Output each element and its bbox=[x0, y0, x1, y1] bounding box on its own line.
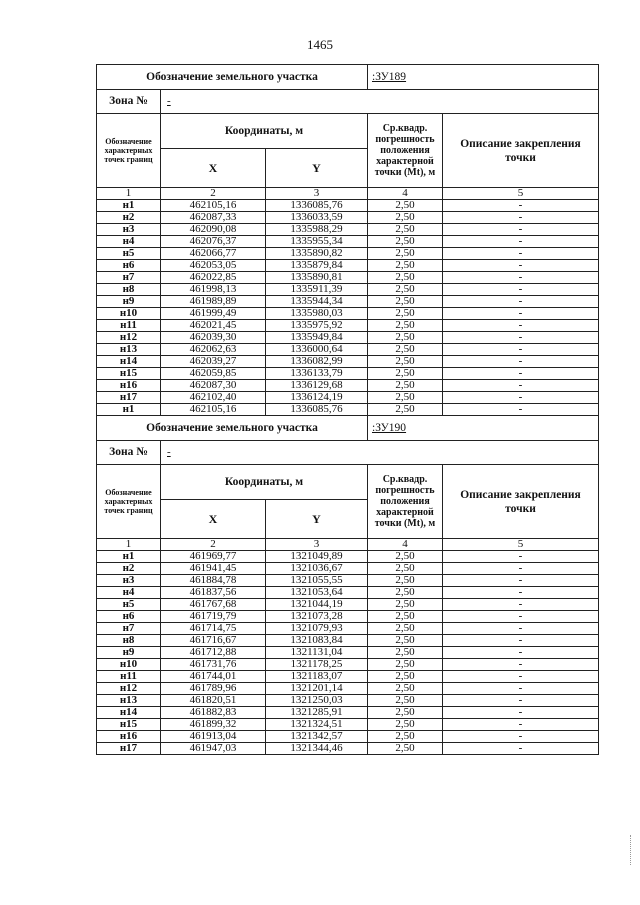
table-row bbox=[97, 380, 599, 392]
description-header: Описание закрепления точки bbox=[443, 465, 599, 539]
error-value: 2,50 bbox=[368, 356, 443, 368]
x-value: 461716,67 bbox=[161, 635, 266, 647]
table-row bbox=[97, 743, 599, 755]
point-name: н2 bbox=[97, 212, 161, 224]
error-value: 2,50 bbox=[368, 236, 443, 248]
x-value: 461731,76 bbox=[161, 659, 266, 671]
parcel-label: Обозначение земельного участка bbox=[97, 416, 368, 441]
parcel-value: :ЗУ190 bbox=[368, 416, 599, 441]
point-name: н5 bbox=[97, 599, 161, 611]
error-value: 2,50 bbox=[368, 599, 443, 611]
point-name: н14 bbox=[97, 707, 161, 719]
table-row bbox=[97, 659, 599, 671]
x-value: 462066,77 bbox=[161, 248, 266, 260]
y-value: 1336082,99 bbox=[266, 356, 368, 368]
header-row-1 bbox=[97, 465, 599, 500]
table-row bbox=[97, 587, 599, 599]
y-value: 1335890,81 bbox=[266, 272, 368, 284]
column-number: 2 bbox=[161, 539, 266, 551]
description-value: - bbox=[443, 200, 599, 212]
zone-value: - bbox=[161, 441, 599, 465]
description-value: - bbox=[443, 308, 599, 320]
column-numbers-row bbox=[97, 539, 599, 551]
point-name: н6 bbox=[97, 611, 161, 623]
y-value: 1321344,46 bbox=[266, 743, 368, 755]
error-header: Ср.квадр. погрешность положения характерной точки (Mt), м bbox=[368, 465, 443, 539]
table-row bbox=[97, 212, 599, 224]
parcel-row bbox=[97, 65, 599, 90]
x-header: X bbox=[161, 500, 266, 539]
y-value: 1321178,25 bbox=[266, 659, 368, 671]
description-value: - bbox=[443, 320, 599, 332]
y-value: 1321183,07 bbox=[266, 671, 368, 683]
table-row bbox=[97, 635, 599, 647]
point-name: н12 bbox=[97, 332, 161, 344]
point-name: н11 bbox=[97, 320, 161, 332]
column-number: 4 bbox=[368, 188, 443, 200]
table-row bbox=[97, 611, 599, 623]
y-value: 1336129,68 bbox=[266, 380, 368, 392]
x-header: X bbox=[161, 149, 266, 188]
y-value: 1321049,89 bbox=[266, 551, 368, 563]
point-name: н4 bbox=[97, 236, 161, 248]
error-value: 2,50 bbox=[368, 248, 443, 260]
table-row bbox=[97, 404, 599, 416]
error-value: 2,50 bbox=[368, 563, 443, 575]
table-row bbox=[97, 344, 599, 356]
description-value: - bbox=[443, 236, 599, 248]
description-value: - bbox=[443, 296, 599, 308]
y-value: 1321079,93 bbox=[266, 623, 368, 635]
error-value: 2,50 bbox=[368, 224, 443, 236]
description-value: - bbox=[443, 404, 599, 416]
x-value: 461882,83 bbox=[161, 707, 266, 719]
point-name: н8 bbox=[97, 635, 161, 647]
point-name: н13 bbox=[97, 344, 161, 356]
point-name: н7 bbox=[97, 623, 161, 635]
table-row bbox=[97, 320, 599, 332]
y-value: 1321036,67 bbox=[266, 563, 368, 575]
description-value: - bbox=[443, 659, 599, 671]
point-name: н16 bbox=[97, 380, 161, 392]
description-value: - bbox=[443, 587, 599, 599]
table-row bbox=[97, 707, 599, 719]
error-value: 2,50 bbox=[368, 551, 443, 563]
y-value: 1335949,84 bbox=[266, 332, 368, 344]
x-value: 462059,85 bbox=[161, 368, 266, 380]
y-value: 1336085,76 bbox=[266, 200, 368, 212]
y-value: 1335879,84 bbox=[266, 260, 368, 272]
description-value: - bbox=[443, 563, 599, 575]
point-name: н2 bbox=[97, 563, 161, 575]
point-name: н17 bbox=[97, 743, 161, 755]
x-value: 461941,45 bbox=[161, 563, 266, 575]
point-name: н3 bbox=[97, 224, 161, 236]
error-value: 2,50 bbox=[368, 611, 443, 623]
points-header: Обозначение характерных точек границ bbox=[97, 465, 161, 539]
table-row bbox=[97, 551, 599, 563]
column-number: 1 bbox=[97, 539, 161, 551]
y-value: 1335911,39 bbox=[266, 284, 368, 296]
description-value: - bbox=[443, 623, 599, 635]
point-name: н9 bbox=[97, 296, 161, 308]
table-row bbox=[97, 356, 599, 368]
error-value: 2,50 bbox=[368, 200, 443, 212]
description-value: - bbox=[443, 575, 599, 587]
column-number: 3 bbox=[266, 188, 368, 200]
table-row bbox=[97, 236, 599, 248]
error-value: 2,50 bbox=[368, 707, 443, 719]
margin-mark bbox=[630, 835, 633, 865]
coordinates-header: Координаты, м bbox=[161, 465, 368, 500]
coordinates-header: Координаты, м bbox=[161, 114, 368, 149]
error-value: 2,50 bbox=[368, 731, 443, 743]
x-value: 461999,49 bbox=[161, 308, 266, 320]
y-value: 1321131,04 bbox=[266, 647, 368, 659]
point-name: н1 bbox=[97, 200, 161, 212]
y-value: 1321073,28 bbox=[266, 611, 368, 623]
point-name: н1 bbox=[97, 551, 161, 563]
x-value: 462053,05 bbox=[161, 260, 266, 272]
description-value: - bbox=[443, 284, 599, 296]
point-name: н11 bbox=[97, 671, 161, 683]
table-row bbox=[97, 296, 599, 308]
x-value: 462039,30 bbox=[161, 332, 266, 344]
description-value: - bbox=[443, 272, 599, 284]
zone-label: Зона № bbox=[97, 441, 161, 465]
point-name: н16 bbox=[97, 731, 161, 743]
table-row bbox=[97, 671, 599, 683]
description-value: - bbox=[443, 695, 599, 707]
table-row bbox=[97, 224, 599, 236]
error-value: 2,50 bbox=[368, 284, 443, 296]
x-value: 462062,63 bbox=[161, 344, 266, 356]
zone-row bbox=[97, 90, 599, 114]
y-value: 1321055,55 bbox=[266, 575, 368, 587]
error-header: Ср.квадр. погрешность положения характерной точки (Mt), м bbox=[368, 114, 443, 188]
y-value: 1335988,29 bbox=[266, 224, 368, 236]
description-value: - bbox=[443, 356, 599, 368]
y-value: 1335944,34 bbox=[266, 296, 368, 308]
description-value: - bbox=[443, 635, 599, 647]
error-value: 2,50 bbox=[368, 368, 443, 380]
description-value: - bbox=[443, 719, 599, 731]
parcel-row bbox=[97, 416, 599, 441]
page-number: 1465 bbox=[307, 37, 333, 52]
y-value: 1321342,57 bbox=[266, 731, 368, 743]
error-value: 2,50 bbox=[368, 380, 443, 392]
header-row-1 bbox=[97, 114, 599, 149]
point-name: н12 bbox=[97, 683, 161, 695]
description-value: - bbox=[443, 332, 599, 344]
y-value: 1321324,51 bbox=[266, 719, 368, 731]
description-value: - bbox=[443, 707, 599, 719]
description-value: - bbox=[443, 611, 599, 623]
error-value: 2,50 bbox=[368, 332, 443, 344]
table-row bbox=[97, 731, 599, 743]
zone-value: - bbox=[161, 90, 599, 114]
description-value: - bbox=[443, 392, 599, 404]
error-value: 2,50 bbox=[368, 647, 443, 659]
coordinates-document bbox=[96, 64, 598, 755]
error-value: 2,50 bbox=[368, 671, 443, 683]
point-name: н10 bbox=[97, 659, 161, 671]
x-value: 461714,75 bbox=[161, 623, 266, 635]
error-value: 2,50 bbox=[368, 575, 443, 587]
point-name: н4 bbox=[97, 587, 161, 599]
point-name: н13 bbox=[97, 695, 161, 707]
error-value: 2,50 bbox=[368, 683, 443, 695]
table-row bbox=[97, 695, 599, 707]
column-number: 5 bbox=[443, 539, 599, 551]
x-value: 461969,77 bbox=[161, 551, 266, 563]
y-header: Y bbox=[266, 149, 368, 188]
error-value: 2,50 bbox=[368, 272, 443, 284]
error-value: 2,50 bbox=[368, 719, 443, 731]
description-value: - bbox=[443, 551, 599, 563]
y-value: 1321083,84 bbox=[266, 635, 368, 647]
x-value: 462076,37 bbox=[161, 236, 266, 248]
description-value: - bbox=[443, 344, 599, 356]
column-number: 2 bbox=[161, 188, 266, 200]
x-value: 461789,96 bbox=[161, 683, 266, 695]
table-row bbox=[97, 599, 599, 611]
y-value: 1335980,03 bbox=[266, 308, 368, 320]
x-value: 461913,04 bbox=[161, 731, 266, 743]
y-value: 1335890,82 bbox=[266, 248, 368, 260]
parcel-label: Обозначение земельного участка bbox=[97, 65, 368, 90]
column-number: 4 bbox=[368, 539, 443, 551]
y-value: 1335975,92 bbox=[266, 320, 368, 332]
table-row bbox=[97, 392, 599, 404]
table-row bbox=[97, 248, 599, 260]
description-value: - bbox=[443, 647, 599, 659]
x-value: 462105,16 bbox=[161, 200, 266, 212]
error-value: 2,50 bbox=[368, 623, 443, 635]
description-value: - bbox=[443, 380, 599, 392]
x-value: 461712,88 bbox=[161, 647, 266, 659]
y-value: 1336124,19 bbox=[266, 392, 368, 404]
error-value: 2,50 bbox=[368, 296, 443, 308]
column-number: 5 bbox=[443, 188, 599, 200]
point-name: н9 bbox=[97, 647, 161, 659]
column-numbers-row bbox=[97, 188, 599, 200]
error-value: 2,50 bbox=[368, 743, 443, 755]
error-value: 2,50 bbox=[368, 659, 443, 671]
x-value: 462105,16 bbox=[161, 404, 266, 416]
error-value: 2,50 bbox=[368, 635, 443, 647]
zone-label: Зона № bbox=[97, 90, 161, 114]
table-row bbox=[97, 563, 599, 575]
x-value: 461744,01 bbox=[161, 671, 266, 683]
table-row bbox=[97, 368, 599, 380]
error-value: 2,50 bbox=[368, 404, 443, 416]
y-value: 1336133,79 bbox=[266, 368, 368, 380]
y-value: 1321250,03 bbox=[266, 695, 368, 707]
table-row bbox=[97, 623, 599, 635]
point-name: н3 bbox=[97, 575, 161, 587]
point-name: н15 bbox=[97, 719, 161, 731]
point-name: н10 bbox=[97, 308, 161, 320]
x-value: 461947,03 bbox=[161, 743, 266, 755]
x-value: 461989,89 bbox=[161, 296, 266, 308]
table-row bbox=[97, 719, 599, 731]
description-value: - bbox=[443, 260, 599, 272]
x-value: 462087,30 bbox=[161, 380, 266, 392]
point-name: н17 bbox=[97, 392, 161, 404]
y-value: 1321053,64 bbox=[266, 587, 368, 599]
table-row bbox=[97, 575, 599, 587]
table-row bbox=[97, 308, 599, 320]
table-row bbox=[97, 332, 599, 344]
table-row bbox=[97, 683, 599, 695]
table-row bbox=[97, 260, 599, 272]
table-row bbox=[97, 647, 599, 659]
error-value: 2,50 bbox=[368, 260, 443, 272]
error-value: 2,50 bbox=[368, 695, 443, 707]
y-value: 1321285,91 bbox=[266, 707, 368, 719]
x-value: 462039,27 bbox=[161, 356, 266, 368]
table-row bbox=[97, 284, 599, 296]
y-value: 1335955,34 bbox=[266, 236, 368, 248]
zone-row bbox=[97, 441, 599, 465]
error-value: 2,50 bbox=[368, 587, 443, 599]
description-value: - bbox=[443, 743, 599, 755]
y-value: 1321044,19 bbox=[266, 599, 368, 611]
description-value: - bbox=[443, 683, 599, 695]
description-header: Описание закрепления точки bbox=[443, 114, 599, 188]
y-value: 1336085,76 bbox=[266, 404, 368, 416]
column-number: 3 bbox=[266, 539, 368, 551]
error-value: 2,50 bbox=[368, 344, 443, 356]
point-name: н8 bbox=[97, 284, 161, 296]
x-value: 462022,85 bbox=[161, 272, 266, 284]
y-header: Y bbox=[266, 500, 368, 539]
x-value: 462087,33 bbox=[161, 212, 266, 224]
table-row bbox=[97, 272, 599, 284]
description-value: - bbox=[443, 248, 599, 260]
error-value: 2,50 bbox=[368, 212, 443, 224]
description-value: - bbox=[443, 212, 599, 224]
description-value: - bbox=[443, 671, 599, 683]
table-row bbox=[97, 200, 599, 212]
column-number: 1 bbox=[97, 188, 161, 200]
x-value: 461837,56 bbox=[161, 587, 266, 599]
x-value: 462021,45 bbox=[161, 320, 266, 332]
x-value: 461719,79 bbox=[161, 611, 266, 623]
description-value: - bbox=[443, 368, 599, 380]
x-value: 461767,68 bbox=[161, 599, 266, 611]
description-value: - bbox=[443, 599, 599, 611]
x-value: 462090,08 bbox=[161, 224, 266, 236]
point-name: н6 bbox=[97, 260, 161, 272]
x-value: 462102,40 bbox=[161, 392, 266, 404]
error-value: 2,50 bbox=[368, 392, 443, 404]
point-name: н7 bbox=[97, 272, 161, 284]
error-value: 2,50 bbox=[368, 308, 443, 320]
description-value: - bbox=[443, 731, 599, 743]
y-value: 1321201,14 bbox=[266, 683, 368, 695]
point-name: н15 bbox=[97, 368, 161, 380]
error-value: 2,50 bbox=[368, 320, 443, 332]
points-header: Обозначение характерных точек границ bbox=[97, 114, 161, 188]
point-name: н14 bbox=[97, 356, 161, 368]
y-value: 1336000,64 bbox=[266, 344, 368, 356]
x-value: 461820,51 bbox=[161, 695, 266, 707]
x-value: 461899,32 bbox=[161, 719, 266, 731]
parcel-value: :ЗУ189 bbox=[368, 65, 599, 90]
coordinates-table bbox=[96, 64, 599, 755]
point-name: н5 bbox=[97, 248, 161, 260]
point-name: н1 bbox=[97, 404, 161, 416]
x-value: 461884,78 bbox=[161, 575, 266, 587]
description-value: - bbox=[443, 224, 599, 236]
x-value: 461998,13 bbox=[161, 284, 266, 296]
y-value: 1336033,59 bbox=[266, 212, 368, 224]
